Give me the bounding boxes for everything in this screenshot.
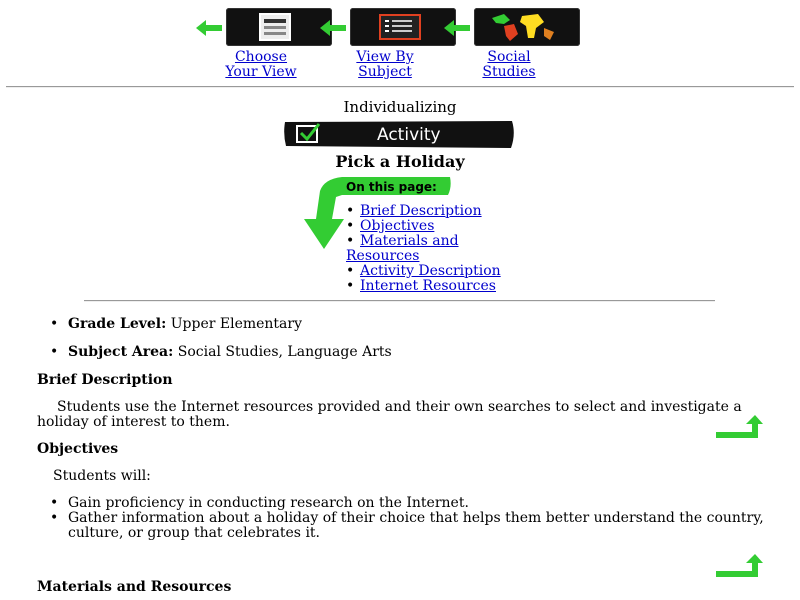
- bullet: •: [50, 316, 59, 332]
- section-divider: [84, 300, 715, 302]
- grade-level-value: Upper Elementary: [170, 316, 303, 332]
- objectives-heading: Objectives: [37, 441, 119, 457]
- toc-item: [346, 264, 516, 279]
- back-arrow-icon: [318, 18, 348, 38]
- page-title: Pick a Holiday: [335, 152, 465, 171]
- on-this-page-label: On this page:: [346, 180, 437, 194]
- back-to-top-icon[interactable]: [714, 414, 764, 442]
- activity-banner: [281, 118, 517, 150]
- objectives-list: [50, 496, 770, 541]
- brief-description-text: Students use the Internet resources provided and their own searches to select and investigate a holiday of interest to them.: [37, 399, 742, 430]
- nav-social-studies[interactable]: [434, 8, 584, 80]
- map-icon: [474, 8, 580, 46]
- toc-item: [346, 234, 516, 264]
- toc-link-internet-resources[interactable]: Internet Resources: [360, 278, 496, 294]
- objectives-intro: Students will:: [53, 468, 151, 484]
- top-divider: [6, 86, 794, 88]
- objective-item: • Gather information about a holiday of their choice that helps them better understand the country, culture, or group that celebrates it.: [50, 511, 770, 541]
- grade-level-label: Grade Level:: [68, 316, 167, 332]
- subject-area-value: Social Studies, Language Arts: [177, 344, 392, 360]
- toc-link-brief-description[interactable]: Brief Description: [360, 203, 482, 219]
- choose-view-link[interactable]: Choose Your View: [225, 49, 297, 80]
- subject-area-label: Subject Area:: [68, 344, 174, 360]
- back-to-top-icon[interactable]: [714, 553, 764, 581]
- brief-description-heading: Brief Description: [37, 372, 173, 388]
- materials-heading: Materials and Resources: [37, 579, 232, 595]
- page-kicker: Individualizing: [343, 98, 457, 116]
- back-arrow-icon: [442, 18, 472, 38]
- objective-item: • Gain proficiency in conducting research on the Internet.: [50, 496, 770, 511]
- bullet: •: [50, 344, 59, 360]
- social-studies-button[interactable]: [434, 8, 584, 48]
- activity-banner-text: Activity: [377, 125, 441, 145]
- on-this-page-list: [346, 204, 516, 294]
- toc-item: [346, 219, 516, 234]
- toc-item: [346, 279, 516, 294]
- toc-link-activity-description[interactable]: Activity Description: [360, 263, 501, 279]
- social-studies-link[interactable]: Social Studies: [482, 49, 536, 80]
- toc-link-objectives[interactable]: Objectives: [360, 218, 435, 234]
- toc-link-materials[interactable]: Materials and Resources: [346, 233, 459, 264]
- top-navigation: [0, 8, 800, 84]
- view-by-subject-link[interactable]: View By Subject: [356, 49, 414, 80]
- toc-item: [346, 204, 516, 219]
- back-arrow-icon: [194, 18, 224, 38]
